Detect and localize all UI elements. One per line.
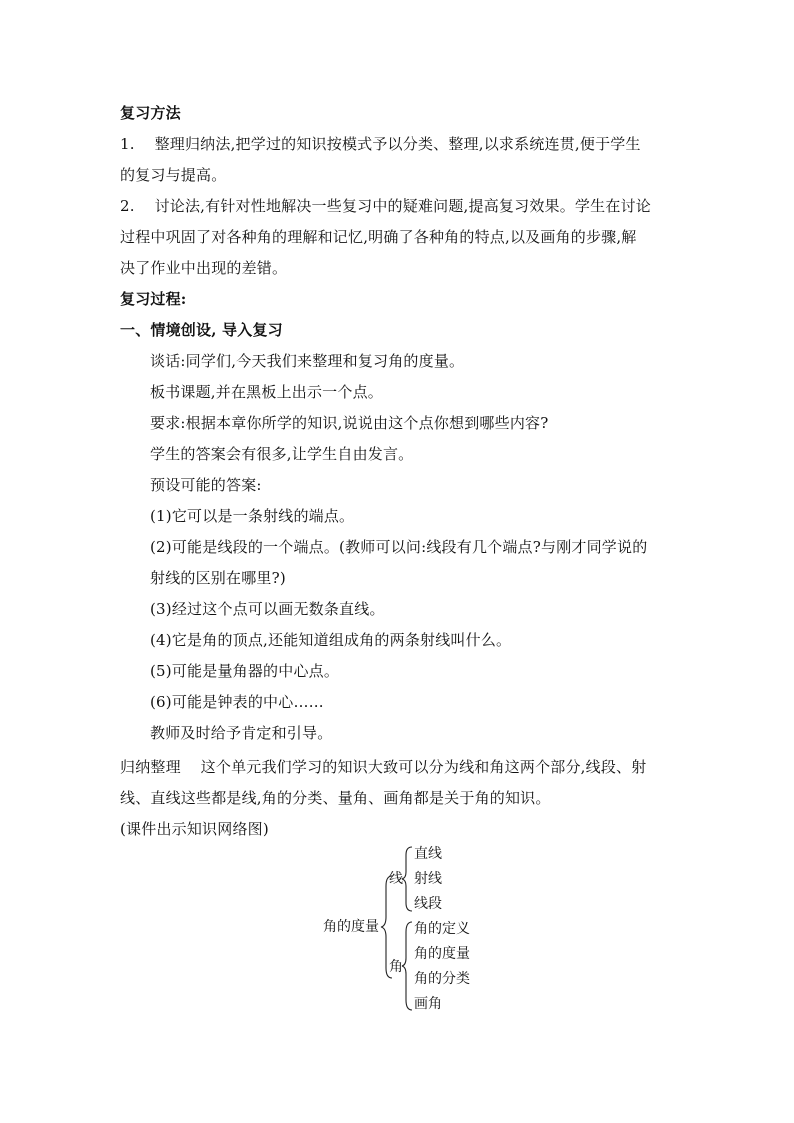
answer-6: (6)可能是钟表的中心…… bbox=[150, 693, 324, 711]
board-paragraph: 板书课题,并在黑板上出示一个点。 bbox=[150, 383, 383, 401]
tree-item-angle-classification: 角的分类 bbox=[414, 971, 470, 987]
answers-paragraph: 学生的答案会有很多,让学生自由发言。 bbox=[150, 445, 414, 463]
angle-group-brace-icon bbox=[402, 920, 414, 1012]
line-group-brace-icon bbox=[402, 845, 414, 913]
require-paragraph: 要求:根据本章你所学的知识,说说由这个点你想到哪些内容? bbox=[150, 414, 549, 432]
preset-paragraph: 预设可能的答案: bbox=[150, 476, 262, 494]
answer-1: (1)它可以是一条射线的端点。 bbox=[150, 507, 355, 525]
answer-3: (3)经过这个点可以画无数条直线。 bbox=[150, 600, 385, 618]
angle-group-label: 角 bbox=[389, 959, 403, 975]
talk-paragraph: 谈话:同学们,今天我们来整理和复习角的度量。 bbox=[150, 352, 465, 370]
tree-item-angle-definition: 角的定义 bbox=[414, 921, 470, 937]
section-1-heading: 一、情境创设, 导入复习 bbox=[120, 321, 283, 339]
tree-item-draw-angle: 画角 bbox=[414, 996, 442, 1012]
method-heading: 复习方法 bbox=[120, 104, 181, 122]
courseware-note: (课件出示知识网络图) bbox=[120, 820, 269, 838]
tree-item-angle-measure: 角的度量 bbox=[414, 946, 470, 962]
method-2-line-3: 决了作业中出现的差错。 bbox=[120, 259, 288, 277]
teacher-paragraph: 教师及时给予肯定和引导。 bbox=[150, 724, 333, 742]
tree-item-straight-line: 直线 bbox=[414, 846, 442, 862]
answer-2-line-1: (2)可能是线段的一个端点。(教师可以问:线段有几个端点?与刚才同学说的 bbox=[150, 538, 648, 556]
summary-line-2: 线、直线这些都是线,角的分类、量角、画角都是关于角的知识。 bbox=[120, 789, 551, 807]
answer-5: (5)可能是量角器的中心点。 bbox=[150, 662, 340, 680]
tree-item-ray: 射线 bbox=[414, 871, 442, 887]
answer-4: (4)它是角的顶点,还能知道组成角的两条射线叫什么。 bbox=[150, 631, 512, 649]
tree-item-segment: 线段 bbox=[414, 896, 442, 912]
process-heading: 复习过程: bbox=[120, 290, 187, 308]
method-2-line-2: 过程中巩固了对各种角的理解和记忆,明确了各种角的特点,以及画角的步骤,解 bbox=[120, 228, 637, 246]
answer-2-line-2: 射线的区别在哪里?) bbox=[150, 569, 286, 587]
tree-root-label: 角的度量 bbox=[323, 919, 379, 935]
summary-line-1: 归纳整理 这个单元我们学习的知识大致可以分为线和角这两个部分,线段、射 bbox=[120, 758, 647, 776]
method-2-line-1: 2. 讨论法,有针对性地解决一些复习中的疑难问题,提高复习效果。学生在讨论 bbox=[120, 197, 651, 215]
line-group-label: 线 bbox=[389, 871, 403, 887]
method-1-line-2: 的复习与提高。 bbox=[120, 166, 227, 184]
method-1-line-1: 1. 整理归纳法,把学过的知识按模式予以分类、整理,以求系统连贯,便于学生 bbox=[120, 135, 641, 153]
